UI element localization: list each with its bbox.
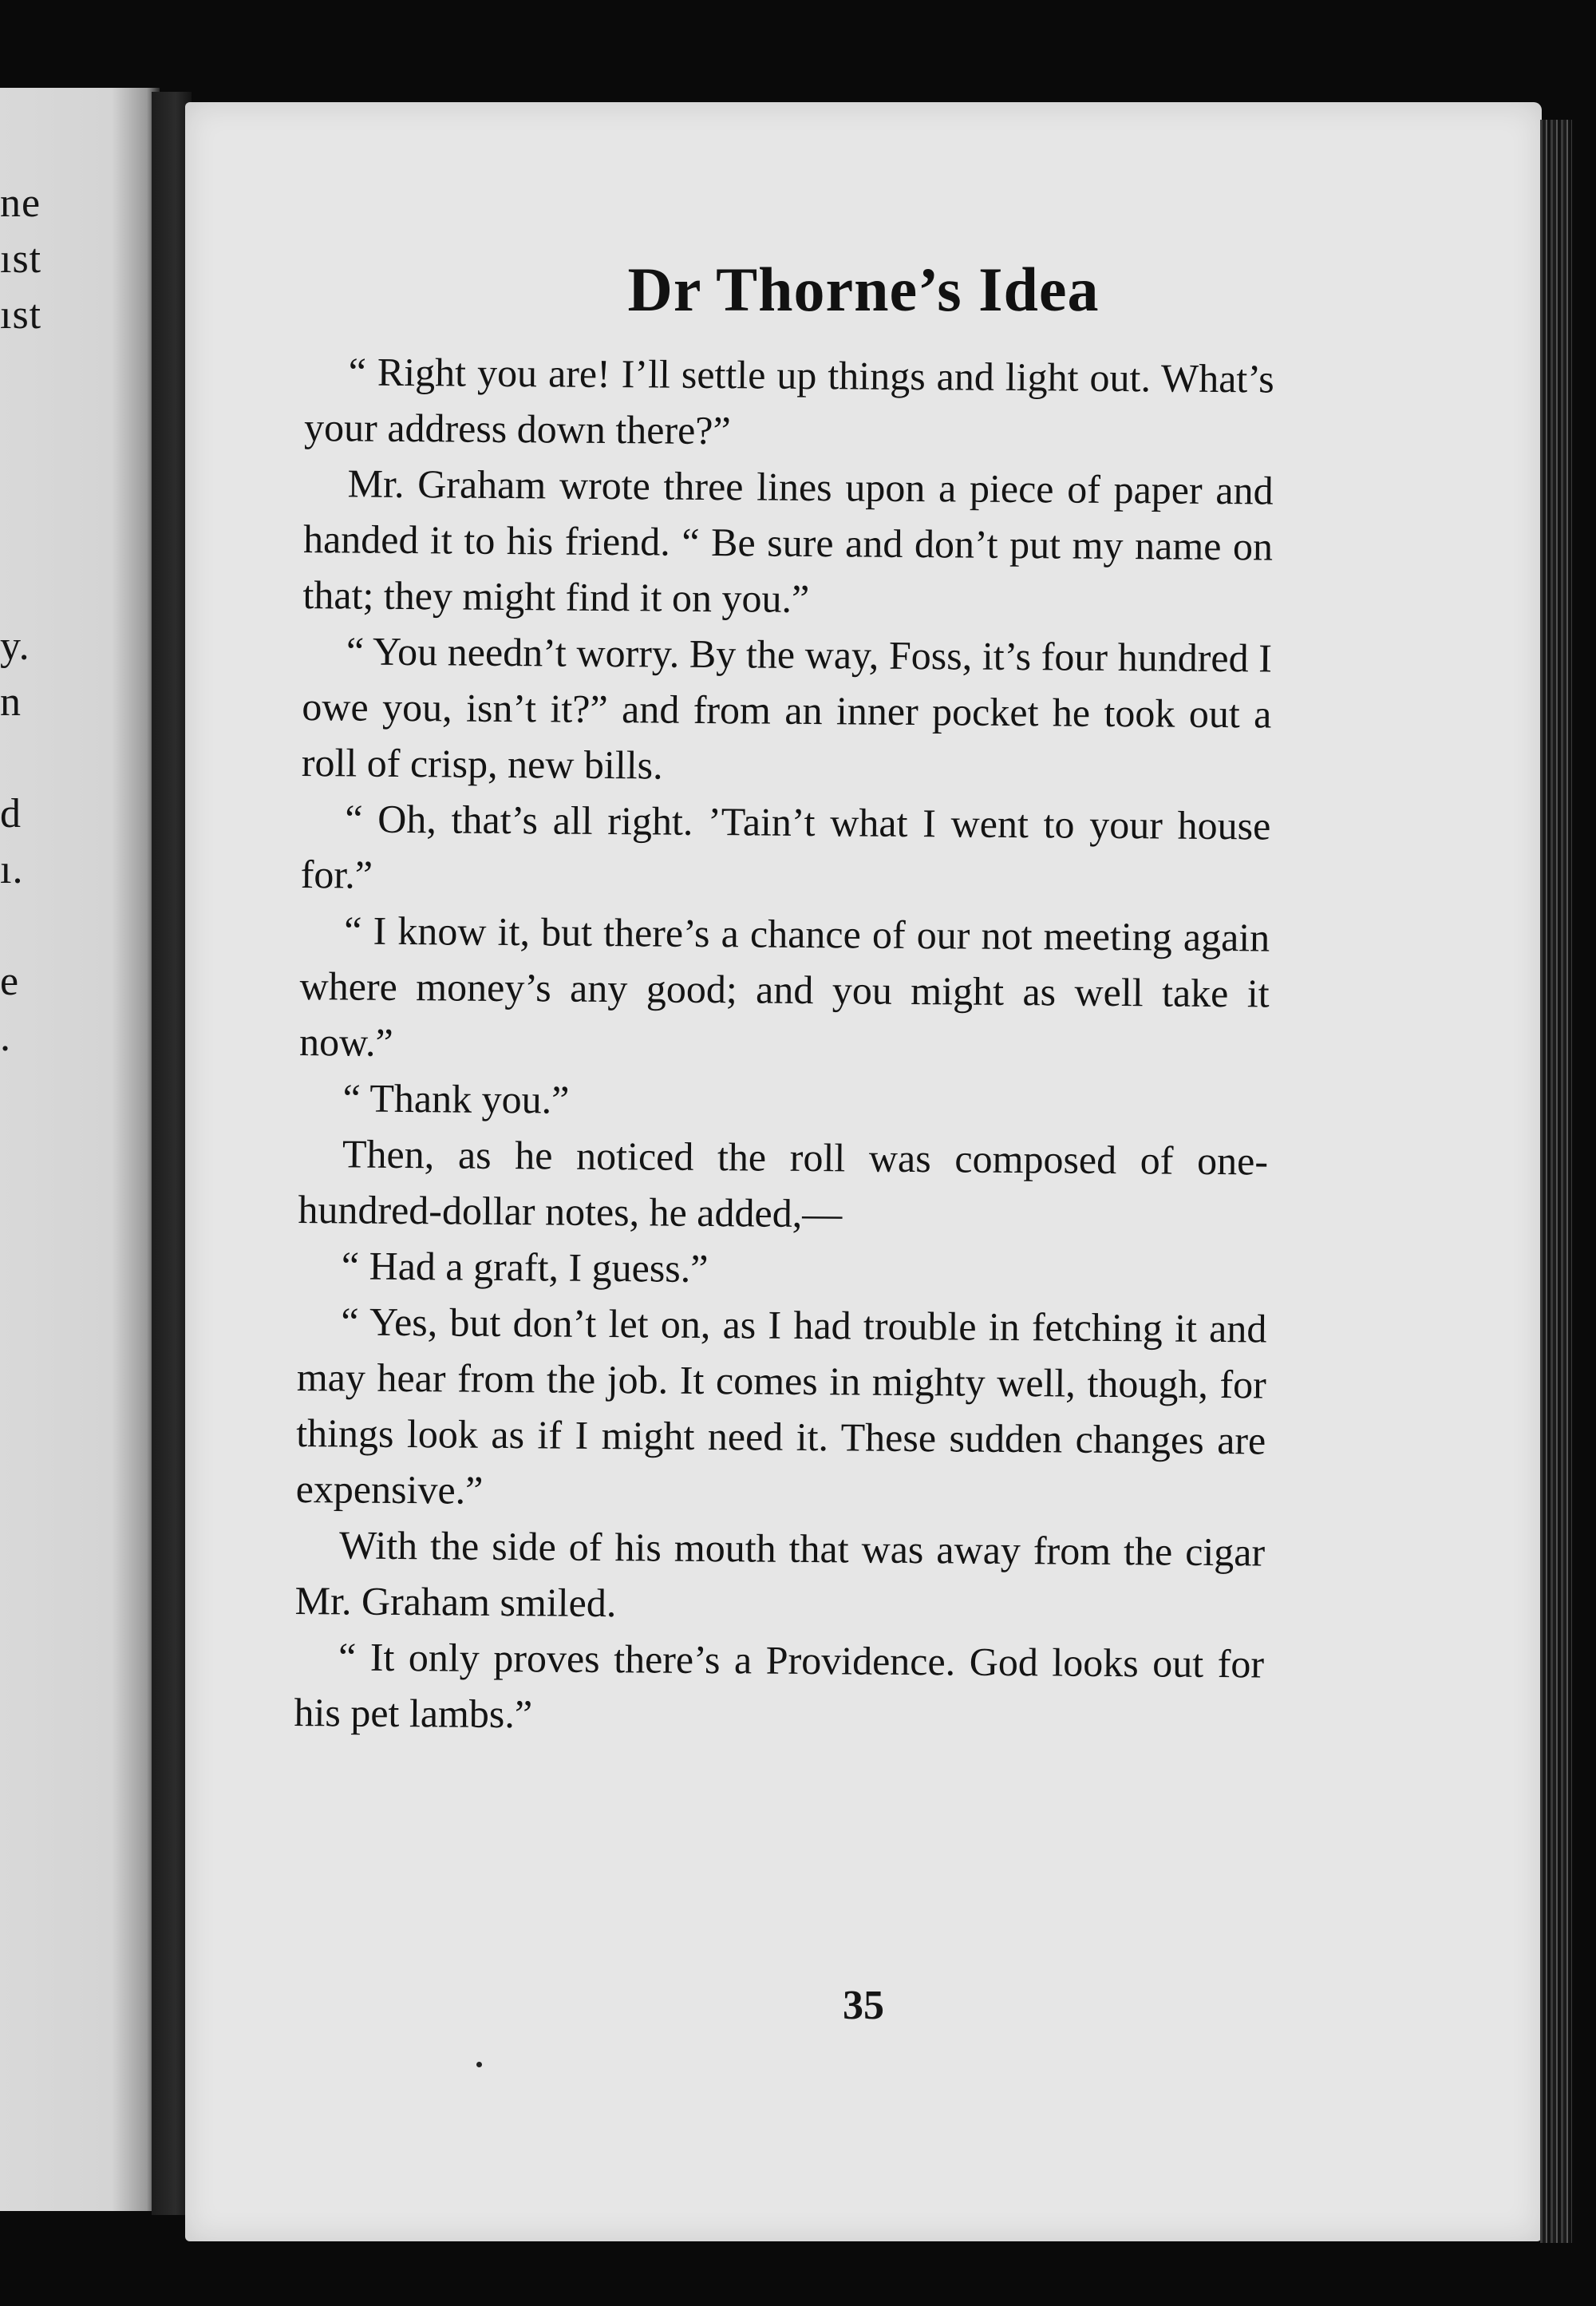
page-title: Dr Thorne’s Idea [627, 255, 1100, 324]
book-page [185, 102, 1542, 2241]
paragraph: “ Yes, but don’t let on, as I had trouble in fetching it and may hear from the job. It comes in mighty well, though, for things look as if I might need it. These sudden changes are expensive.” [295, 1299, 1267, 1513]
left-page-fragment: d [0, 791, 22, 837]
left-page-fragment: e [0, 959, 20, 1004]
page-number: 35 [843, 1983, 884, 2028]
ink-speck [476, 2062, 482, 2067]
left-page-fragment: y. [0, 623, 30, 669]
paragraph: “ Oh, that’s all right. ’Tain’t what I went to your house for.” [300, 796, 1271, 897]
paragraph: “ You needn’t worry. By the way, Foss, it’s four hundred I owe you, isn’t it?” and from an inner pocket he took out a roll of crisp, new bills. [301, 628, 1273, 788]
paragraph: “ It only proves there’s a Providence. God looks out for his pet lambs.” [294, 1634, 1265, 1737]
page-body [294, 343, 1274, 1747]
page-edge [1540, 120, 1572, 2243]
paragraph: Then, as he noticed the roll was composed of one-hundred-dollar notes, he added,— [298, 1131, 1269, 1236]
paragraph: Mr. Graham wrote three lines upon a piece of paper and handed it to his friend. “ Be sure and don’t put my name on that; they might find it on you.” [302, 461, 1274, 621]
left-page-fragment: ıst [0, 236, 42, 282]
left-facing-page [0, 88, 160, 2211]
paragraph: With the side of his mouth that was away from the cigar Mr. Graham smiled. [294, 1522, 1266, 1626]
left-page-fragment: . [0, 1015, 11, 1060]
left-page-fragment: n [0, 679, 22, 725]
paragraph: “ I know it, but there’s a chance of our not meeting again where money’s any good; and you might as well take it now.” [298, 908, 1270, 1065]
paragraph: “ Thank you.” [342, 1075, 570, 1122]
left-page-fragment: ıst [0, 292, 42, 338]
left-page-fragment: ne [0, 180, 41, 226]
paragraph: “ Had a graft, I guess.” [341, 1243, 709, 1291]
left-page-fragment: ı. [0, 847, 24, 892]
paragraph: “ Right you are! I’ll settle up things and light out. What’s your address down there?” [303, 349, 1274, 453]
